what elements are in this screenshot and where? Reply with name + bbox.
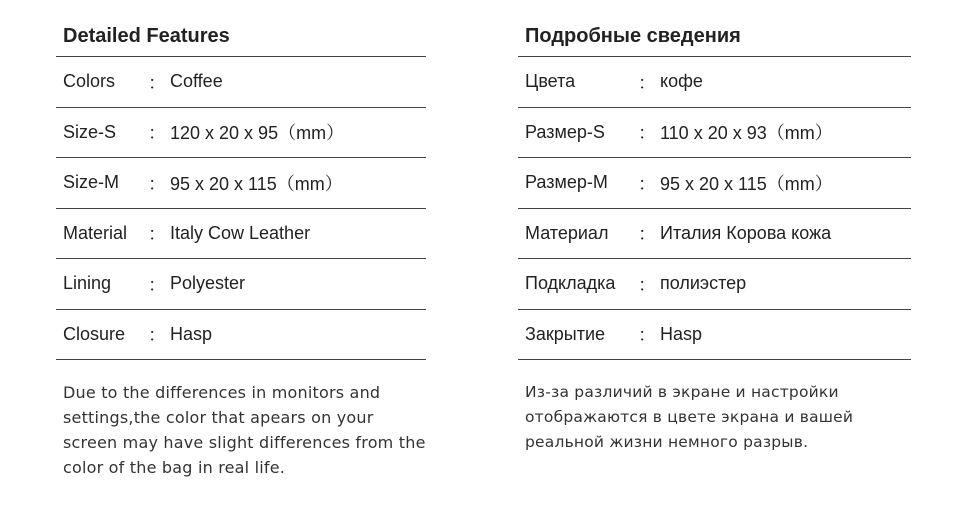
row-label: Size-M (63, 172, 120, 193)
row-colon: ： (148, 123, 166, 144)
english-title: Detailed Features (56, 0, 426, 57)
english-row-closure (56, 310, 426, 361)
row-value: Италия Корова кожа (660, 222, 832, 243)
english-color-disclaimer: Due to the differences in monitors and settings,the color that apears on your screen may have slight differences from the color of the bag in real life. (63, 383, 426, 477)
row-label: Lining (63, 273, 112, 294)
row-label: Закрытие (525, 323, 606, 344)
russian-row-lining (518, 259, 911, 310)
russian-title: Подробные сведения (518, 0, 911, 57)
russian-row-size-s (518, 108, 911, 159)
row-colon: ： (638, 274, 656, 295)
row-label: Размер-M (525, 172, 608, 193)
row-colon: ： (148, 274, 166, 295)
row-colon: ： (148, 325, 166, 346)
row-value: Italy Cow Leather (170, 222, 311, 243)
row-value: кофе (660, 71, 703, 92)
row-value: Hasp (660, 323, 703, 344)
russian-color-disclaimer: Из-за различий в экране и настройки отображаются в цвете экрана и вашей реальной жизни немного разрыв. (525, 383, 854, 451)
row-value: 95 x 20 x 115（mm） (660, 173, 833, 194)
row-colon: ： (638, 224, 656, 245)
row-value: 110 x 20 x 93（mm） (660, 123, 833, 144)
english-row-size-m (56, 158, 426, 209)
row-value: Polyester (170, 273, 246, 294)
row-colon: ： (148, 72, 166, 93)
row-colon: ： (638, 173, 656, 194)
russian-row-size-m (518, 158, 911, 209)
row-colon: ： (148, 173, 166, 194)
english-row-size-s (56, 108, 426, 159)
row-value: полиэстер (660, 273, 747, 294)
row-label: Подкладка (525, 273, 616, 294)
row-label: Closure (63, 323, 126, 344)
row-colon: ： (148, 224, 166, 245)
row-value: Coffee (170, 71, 223, 92)
row-label: Size-S (63, 121, 117, 142)
russian-row-material (518, 209, 911, 260)
english-row-material (56, 209, 426, 260)
row-colon: ： (638, 325, 656, 346)
russian-row-closure (518, 310, 911, 361)
row-label: Цвета (525, 71, 576, 92)
russian-features-panel (518, 0, 911, 455)
english-features-panel (56, 0, 426, 480)
row-label: Размер-S (525, 121, 605, 142)
english-row-colors (56, 57, 426, 108)
russian-row-colors (518, 57, 911, 108)
row-colon: ： (638, 72, 656, 93)
row-value: 95 x 20 x 115（mm） (170, 173, 343, 194)
row-label: Colors (63, 71, 116, 92)
row-label: Материал (525, 222, 609, 243)
english-row-lining (56, 259, 426, 310)
row-label: Material (63, 222, 128, 243)
row-value: 120 x 20 x 95（mm） (170, 123, 345, 144)
row-value: Hasp (170, 323, 213, 344)
row-colon: ： (638, 123, 656, 144)
